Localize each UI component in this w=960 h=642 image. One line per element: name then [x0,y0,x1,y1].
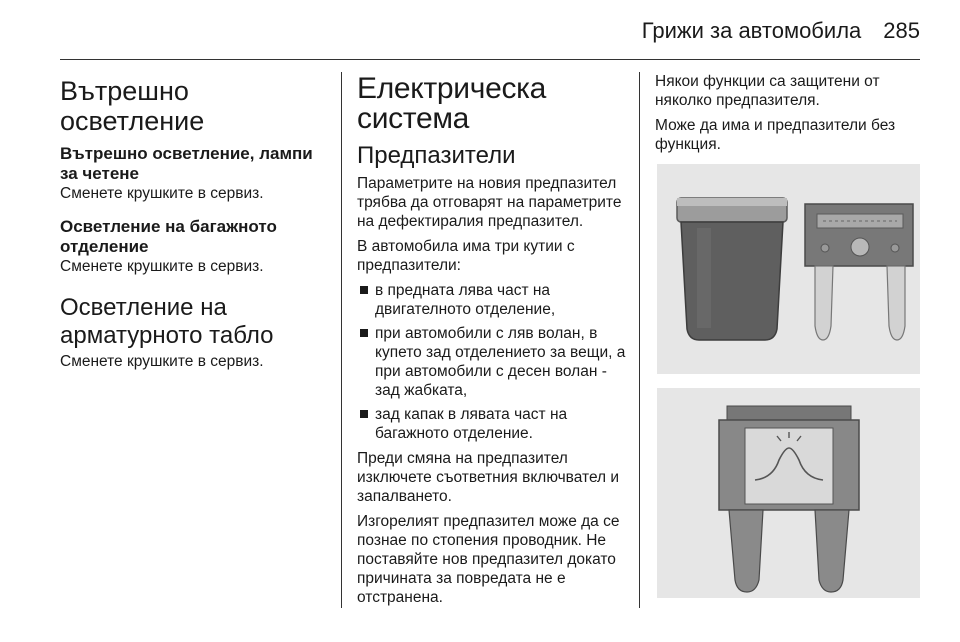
header-rule [60,59,920,60]
column-1 [60,72,332,385]
subsection-heading: Предпазители [357,142,516,169]
body-text: Може да има и предпазители без функция. [655,117,896,153]
fuse-illustration-bottom [657,388,920,598]
body-text: Параметрите на новия предпазител трябва да отговарят на параметрите на дефектиралия предпазител. [357,175,622,230]
body-text: Изгорелият предпазител може да се познае по стопения проводник. Не поставяйте нов предпазител докато причината за повредата не е отстранена. [357,513,620,606]
body-text: В автомобила има три кутии с предпазители: [357,238,575,274]
mini-fuse-side-icon [677,198,787,340]
page-header [60,16,920,46]
list-item: при автомобили с ляв волан, в купето зад отделението за вещи, а при автомобили с десен волан - зад жабката, [357,324,627,400]
column-3 [655,72,921,160]
subsection-heading: Осветление на арматурното табло [60,294,274,349]
list-item: зад капак в лявата част на багажното отделение. [357,405,627,443]
section-title: Електрическа система [357,72,547,135]
column-divider [639,72,640,608]
fuse-illustration-top [657,164,920,374]
subsection-heading: Вътрешно осветление, лампи за четене [60,144,313,183]
column-divider [341,72,342,608]
fuse-box-list [357,281,627,443]
body-text: Преди смяна на предпазител изключете съответния включвател и запалването. [357,450,620,505]
body-text: Сменете крушките в сервиз. [60,258,264,275]
body-text: Някои функции са защитени от няколко предпазителя. [655,73,880,109]
body-text: Сменете крушките в сервиз. [60,185,264,202]
body-text: Сменете крушките в сервиз. [60,353,264,370]
list-item: в предната лява част на двигателното отделение, [357,281,627,319]
mini-fuse-front-icon [805,204,913,340]
chapter-title: Грижи за автомобила [641,18,862,43]
section-title: Вътрешно осветление [60,76,205,136]
subsection-heading: Осветление на багажното отделение [60,217,277,256]
blown-fuse-icon [719,406,859,592]
column-2 [357,72,627,613]
page-number: 285 [883,18,920,43]
